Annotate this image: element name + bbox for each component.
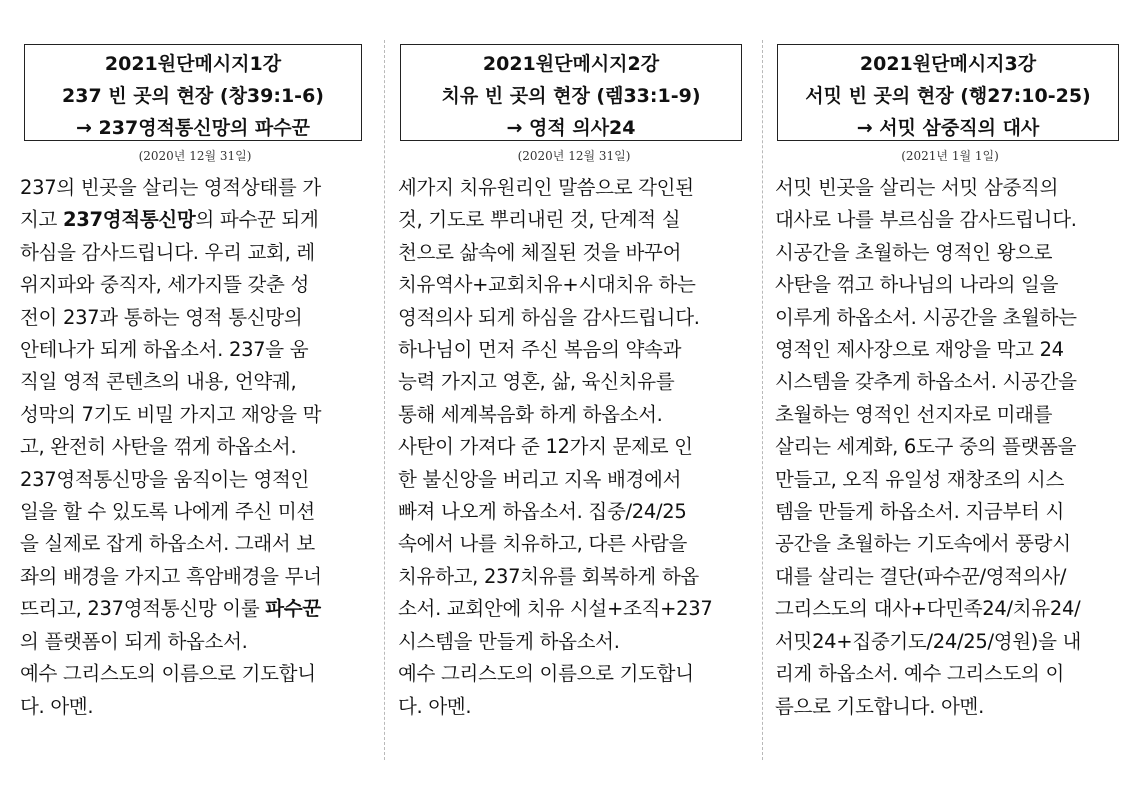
text-line: 세가지 치유원리인 말씀으로 각인된 [398,176,694,199]
text-line: 공간을 초월하는 기도속에서 풍랑시 [775,532,1071,556]
text-line: 템을 만들게 하옵소서. 지금부터 시 [775,500,1065,524]
text-line: 의 플랫폼이 되게 하옵소서. [20,629,248,653]
message-column-3 [775,0,1125,806]
text-line: 만들고, 오직 유일성 재창조의 시스 [775,467,1065,491]
text-line: 소서. 교회안에 치유 시설+조직+237 [398,597,713,621]
text-line: 하나님이 먼저 주신 복음의 약속과 [398,338,682,362]
text-line: 사탄을 꺾고 하나님의 나라의 일을 [775,273,1059,297]
title-line: 2021원단메시지2강 [482,53,660,75]
title-box [400,44,742,141]
text-line: 대사로 나를 부르심을 감사드립니다. [775,208,1077,232]
text-line: 한 불신앙을 버리고 지옥 배경에서 [398,467,682,491]
text-line: 237영적통신망을 움직이는 영적인 [20,467,310,491]
title-line: 2021원단메시지1강 [104,53,282,75]
text-line: 서밋24+집중기도/24/25/영원)을 내 [775,629,1082,653]
text-line: 빠져 나오게 하옵소서. 집중/24/25 [398,500,687,524]
bold-phrase: 파수꾼 [265,597,321,621]
bold-phrase: 237영적통신망 [62,208,196,232]
prayer-paragraph [775,172,1125,723]
title-line: 치유 빈 곳의 현장 (렘33:1-9) [441,85,701,107]
column-divider-2 [762,40,763,760]
title-line: → 영적 의사24 [506,117,636,139]
text-line: 그리스도의 대사+다민족24/치유24/ [775,597,1081,621]
title-line: 서밋 빈 곳의 현장 (행27:10-25) [805,85,1091,107]
message-column-2 [398,0,750,806]
text-line: 사탄이 가져다 준 12가지 문제로 인 [398,435,693,459]
text-line: 이루게 하옵소서. 시공간을 초월하는 [775,305,1077,329]
title-line: → 237영적통신망의 파수꾼 [76,117,310,139]
text-line: 직일 영적 콘텐츠의 내용, 언약궤, [20,370,297,394]
date-label: (2020년 12월 31일) [138,149,252,163]
text-line: 천으로 삶속에 체질된 것을 바꾸어 [398,240,682,264]
date-label: (2020년 12월 31일) [517,149,631,163]
text-line: 름으로 기도합니다. 아멘. [775,694,984,718]
text-line: 예수 그리스도의 이름으로 기도합니 [20,662,316,686]
text-line: 지고 237영적통신망의 파수꾼 되게 [20,208,319,232]
text-line: 을 실제로 잡게 하옵소서. 그래서 보 [20,532,315,556]
text-line: 시스템을 만들게 하옵소서. [398,629,620,653]
prayer-body [398,172,750,723]
title-line: 2021원단메시지3강 [859,53,1037,75]
text-line: 일을 할 수 있도록 나에게 주신 미션 [20,500,315,524]
text-line: 대를 살리는 결단(파수꾼/영적의사/ [775,564,1067,588]
text-line: 위지파와 중직자, 세가지뜰 갖춘 성 [20,273,310,297]
text-line: 치유역사+교회치유+시대치유 하는 [398,273,696,297]
text-line: 속에서 나를 치유하고, 다른 사람을 [398,532,688,556]
text-line: 것, 기도로 뿌리내린 것, 단계적 실 [398,208,681,232]
text-line: 고, 완전히 사탄을 꺾게 하옵소서. [20,435,297,459]
message-column-1 [20,0,370,806]
text-line: 전이 237과 통하는 영적 통신망의 [20,305,303,329]
title-box [24,44,362,141]
date-label: (2021년 1월 1일) [901,149,999,163]
text-line: 안테나가 되게 하옵소서. 237을 움 [20,338,309,362]
text-line: 능력 가지고 영혼, 삶, 육신치유를 [398,370,675,394]
prayer-paragraph [20,172,370,464]
text-line: 통해 세계복음화 하게 하옵소서. [398,402,663,426]
title-line: → 서밋 삼중직의 대사 [856,117,1040,139]
text-line: 살리는 세계화, 6도구 중의 플랫폼을 [775,435,1077,459]
text-line: 영적의사 되게 하심을 감사드립니다. [398,305,700,329]
text-line: 시공간을 초월하는 영적인 왕으로 [775,240,1053,264]
prayer-paragraph [398,172,750,431]
text-line: 하심을 감사드립니다. 우리 교회, 레 [20,240,315,264]
prayer-paragraph [398,658,750,723]
text-line: 예수 그리스도의 이름으로 기도합니 [398,662,694,686]
text-line: 영적인 제사장으로 재앙을 막고 24 [775,338,1064,362]
prayer-paragraph [398,431,750,658]
text-line: 다. 아멘. [20,694,94,718]
text-line: 리게 하옵소서. 예수 그리스도의 이 [775,662,1065,686]
text-line: 서밋 빈곳을 살리는 서밋 삼중직의 [775,176,1059,199]
text-line: 좌의 배경을 가지고 흑암배경을 무너 [20,564,322,588]
text-line: 치유하고, 237치유를 회복하게 하옵 [398,564,699,588]
title-line: 237 빈 곳의 현장 (창39:1-6) [62,85,324,107]
text-line: 237의 빈곳을 살리는 영적상태를 가 [20,176,321,199]
prayer-paragraph [20,658,370,723]
text-line: 시스템을 갖추게 하옵소서. 시공간을 [775,370,1077,394]
prayer-body [20,172,370,723]
text-line: 뜨리고, 237영적통신망 이룰 파수꾼 [20,597,321,621]
column-divider-1 [384,40,385,760]
text-line: 성막의 7기도 비밀 가지고 재앙을 막 [20,402,322,426]
text-line: 초월하는 영적인 선지자로 미래를 [775,402,1053,426]
title-box [777,44,1119,141]
prayer-body [775,172,1125,723]
prayer-paragraph [20,464,370,658]
text-line: 다. 아멘. [398,694,472,718]
